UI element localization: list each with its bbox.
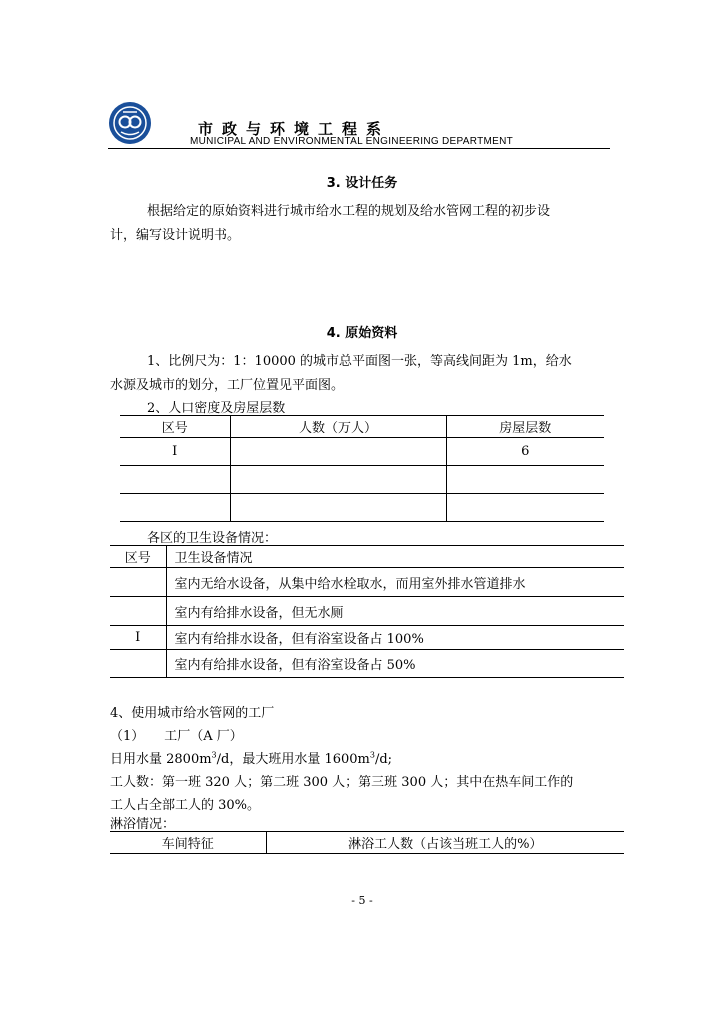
header-shower-workers: 淋浴工人数（占该当班工人的%）	[348, 837, 543, 852]
table-cell: 室内无给水设备，从集中给水栓取水，而用室外排水管道排水	[174, 576, 526, 592]
item-4-heading: 4、使用城市给水管网的工厂	[110, 706, 275, 721]
header-floors: 房屋层数	[499, 421, 552, 436]
workers-line-1: 工人数：第一班 320 人；第二班 300 人；第三班 300 人；其中在热车间工作的	[110, 775, 574, 790]
table-cell: 室内有给排水设备，但有浴室设备占 50%	[174, 658, 416, 673]
table-row	[120, 438, 604, 466]
table-row	[110, 568, 624, 597]
table-cell	[120, 466, 230, 494]
factory-label	[110, 725, 243, 744]
table-cell: 室内有给排水设备，但无水厕	[174, 605, 344, 621]
table-cell: 6	[521, 444, 530, 459]
table-cell: I	[120, 438, 230, 466]
table-cell	[110, 650, 166, 678]
shower-label: 淋浴情况：	[110, 817, 176, 832]
department-logo	[108, 101, 152, 145]
superscript: 3	[369, 750, 375, 760]
department-name-en: MUNICIPAL AND ENVIRONMENTAL ENGINEERING DEPARTMENT	[190, 136, 514, 147]
section-3-paragraph-line-2: 计，编写设计说明书。	[110, 228, 241, 243]
table-cell	[110, 597, 166, 626]
daily-water-text: /d;	[374, 752, 393, 767]
header-divider	[108, 148, 610, 149]
table-cell	[446, 466, 604, 494]
daily-water-line	[110, 748, 392, 767]
table-row	[120, 494, 604, 522]
table-row	[110, 626, 624, 650]
factory-name: 工厂（A 厂）	[164, 729, 243, 744]
table-cell: 室内有给排水设备，但有浴室设备占 100%	[174, 632, 424, 647]
shower-table	[110, 831, 624, 854]
daily-water-text: /d，最大班用水量 1600m	[216, 752, 370, 767]
shower-table-header	[110, 832, 624, 854]
table-row	[120, 466, 604, 494]
sanitary-label: 各区的卫生设备情况：	[147, 531, 278, 546]
superscript: 3	[211, 750, 217, 760]
table-cell: I	[110, 626, 166, 650]
page-number: - 5 -	[351, 894, 373, 907]
workers-line-2: 工人占全部工人的 30%。	[110, 798, 261, 813]
table-row	[110, 650, 624, 678]
item-1-line-1: 1、比例尺为：1：10000 的城市总平面图一张，等高线间距为 1m，给水	[147, 354, 572, 369]
header-district: 区号	[120, 416, 230, 438]
section-3-title: 3. 设计任务	[326, 176, 398, 191]
table-cell	[120, 494, 230, 522]
table-cell	[230, 494, 446, 522]
section-3-paragraph-line-1: 根据给定的原始资料进行城市给水工程的规划及给水管网工程的初步设	[147, 204, 551, 219]
table-cell	[230, 466, 446, 494]
table-cell	[230, 438, 446, 466]
population-table-header	[120, 416, 604, 438]
header-sanitary: 卫生设备情况	[174, 551, 253, 566]
table-cell	[446, 494, 604, 522]
population-table	[120, 415, 604, 522]
header-district: 区号	[110, 546, 166, 568]
table-cell	[110, 568, 166, 597]
item-2-heading: 2、人口密度及房屋层数	[147, 401, 286, 416]
sanitary-table	[110, 545, 624, 678]
table-row	[110, 597, 624, 626]
header-workshop: 车间特征	[110, 832, 266, 854]
daily-water-text: 日用水量 2800m	[110, 752, 212, 767]
department-name-cn: 市政与环境工程系	[198, 120, 391, 138]
sanitary-table-header	[110, 546, 624, 568]
factory-number: （1）	[110, 729, 145, 744]
header-population: 人数（万人）	[230, 416, 446, 438]
item-1-line-2: 水源及城市的划分，工厂位置见平面图。	[110, 378, 345, 393]
section-4-title: 4. 原始资料	[326, 326, 398, 341]
